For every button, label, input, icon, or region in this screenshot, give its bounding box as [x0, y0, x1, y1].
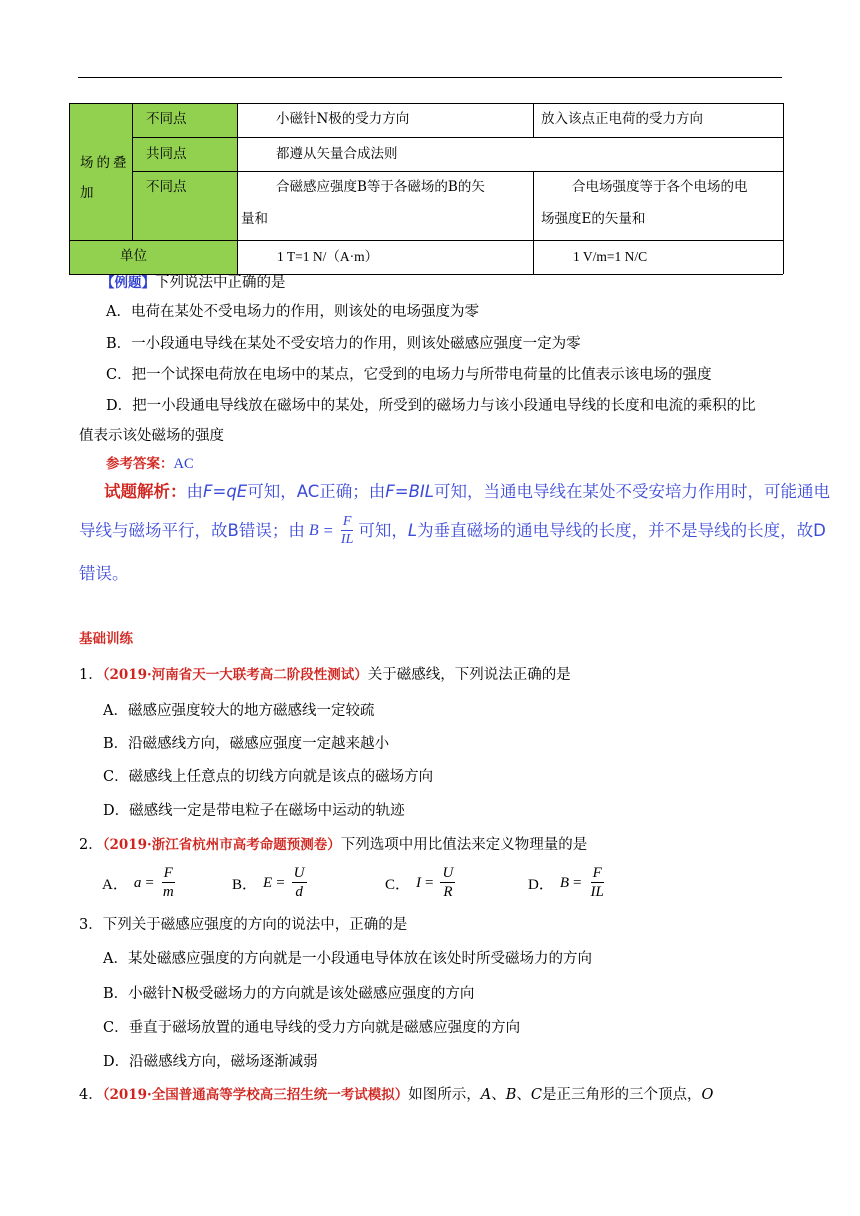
- group-label: 场的叠加: [80, 155, 130, 201]
- q2-option-b: B． E = $\frac{U}{d}$: [232, 865, 305, 900]
- header-rule: [78, 77, 782, 78]
- example-option-d: D．把一小段通电导线放在磁场中的某处，所受到的磁场力与该小段通电导线的长度和电流的乘积的比: [106, 398, 756, 414]
- example-option-c: C．把一个试探电荷放在电场中的某点，它受到的电场力与所带电荷量的比值表示该电场的强度: [106, 367, 712, 383]
- cell-r4-electric-unit: 1 V/m=1 N/C: [573, 249, 648, 264]
- cell-r3-magnetic-line1: 合磁感应强度B等于各磁场的B的矢: [276, 179, 485, 195]
- answer-line: [106, 457, 194, 472]
- example-option-a: A．电荷在某处不受电场力的作用，则该处的电场强度为零: [106, 304, 479, 320]
- q2-stem: 2．（2019·浙江省杭州市高考命题预测卷）下列选项中用比值法来定义物理量的是: [79, 837, 588, 853]
- q1-source: （2019·河南省天一大联考高二阶段性测试）: [102, 667, 368, 683]
- example-question: 【例题】下列说法中正确的是: [101, 275, 286, 291]
- q3-option-b: B．小磁针N极受磁场力的方向就是该处磁感应强度的方向: [103, 986, 475, 1002]
- explanation-line3: 错误。: [79, 564, 129, 583]
- cell-r3-electric-line1: 合电场强度等于各个电场的电: [572, 179, 748, 195]
- cell-r2-label: 共同点: [146, 146, 187, 162]
- q2-option-a: A． a = $\frac{F}{m}$: [102, 865, 174, 900]
- explanation-line2: 导线与磁场平行，故B错误；由 B = $\frac{F}{IL}$ 可知， L 为垂直磁场的通电导线的长度，并不是导线的长度，故D: [79, 514, 826, 547]
- q1-option-b: B．沿磁感线方向，磁感应强度一定越来越小: [103, 736, 390, 752]
- q1-option-d: D．磁感线一定是带电粒子在磁场中运动的轨迹: [103, 803, 405, 819]
- cell-r3-magnetic-line2: 量和: [241, 211, 268, 227]
- q2-source: （2019·浙江省杭州市高考命题预测卷）: [102, 837, 341, 853]
- cell-r4-magnetic-unit: 1 T=1 N/（A·m）: [277, 249, 379, 264]
- q1-option-c: C．磁感线上任意点的切线方向就是该点的磁场方向: [103, 769, 434, 785]
- q4-source: （2019·全国普通高等学校高三招生统一考试模拟）: [102, 1087, 409, 1103]
- q3-option-a: A．某处磁感应强度的方向就是一小段通电导体放在该处时所受磁场力的方向: [103, 951, 592, 967]
- answer-value: AC: [173, 456, 194, 472]
- q3-option-d: D．沿磁感线方向，磁场逐渐减弱: [103, 1054, 318, 1070]
- explanation-line1: 试题解析：由F=qE可知，AC正确；由F=BIL可知，当通电导线在某处不受安培力作用时，可能通电: [104, 482, 830, 501]
- q4-stem: 4．（2019·全国普通高等学校高三招生统一考试模拟）如图所示，A、B、C是正三角形的三个顶点，O: [79, 1087, 714, 1103]
- cell-r3-label: 不同点: [146, 179, 187, 195]
- answer-label: 参考答案：: [106, 456, 174, 472]
- example-option-b: B．一小段通电导线在某处不受安培力的作用，则该处磁感应强度一定为零: [106, 336, 581, 352]
- example-tag: 【例题】: [101, 275, 155, 291]
- cell-r4-label: 单位: [120, 248, 147, 264]
- q3-option-c: C．垂直于磁场放置的通电导线的受力方向就是磁感应强度的方向: [103, 1020, 521, 1036]
- q1-option-a: A．磁感应强度较大的地方磁感线一定较疏: [103, 703, 375, 719]
- q1-stem: 1．（2019·河南省天一大联考高二阶段性测试）关于磁感线，下列说法正确的是: [79, 667, 571, 683]
- q3-stem: 3．下列关于磁感应强度的方向的说法中，正确的是: [79, 917, 408, 933]
- cell-r1-electric: 放入该点正电荷的受力方向: [541, 111, 703, 127]
- cell-r1-magnetic: 小磁针N极的受力方向: [276, 111, 410, 127]
- cell-r2-common: 都遵从矢量合成法则: [276, 146, 398, 162]
- q2-option-c: C． I = $\frac{U}{R}$: [385, 865, 454, 900]
- section-title: 基础训练: [79, 631, 133, 647]
- q2-option-d: D． B = $\frac{F}{IL}$: [528, 865, 604, 900]
- cell-r3-electric-line2: 场强度E的矢量和: [541, 211, 646, 227]
- example-option-d-cont: 值表示该处磁场的强度: [79, 428, 224, 444]
- cell-r1-label: 不同点: [146, 111, 187, 127]
